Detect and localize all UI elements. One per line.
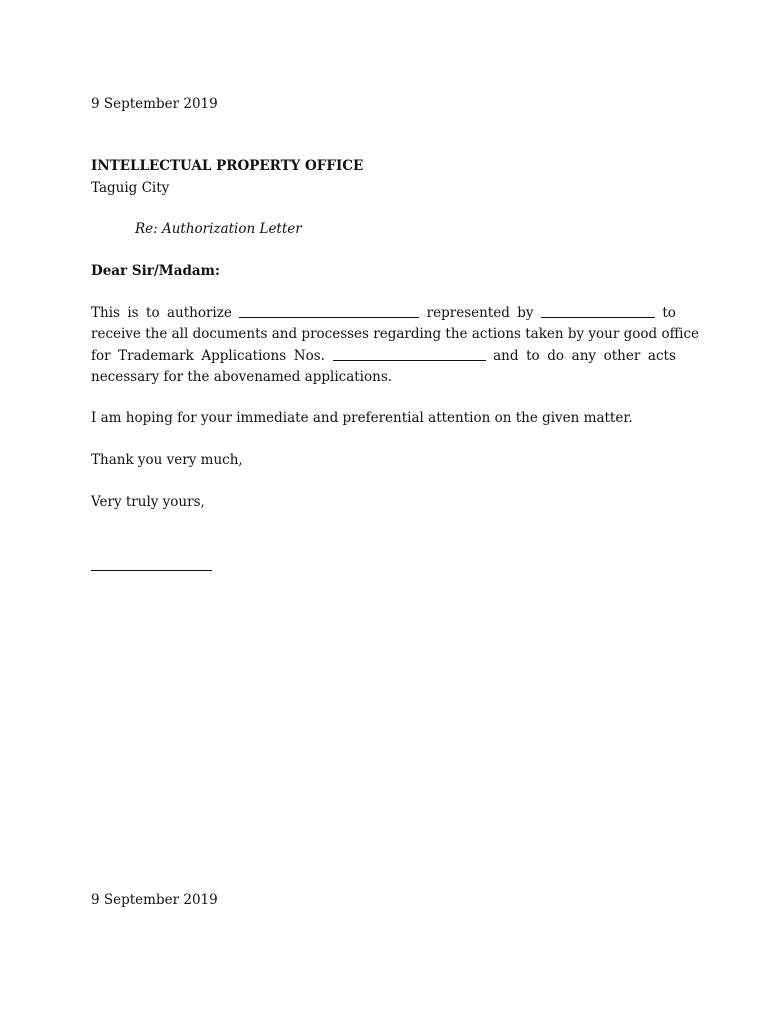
body-word: do <box>547 347 565 364</box>
body-word: Nos. <box>293 347 325 364</box>
body-word: is <box>127 305 139 321</box>
body-word: This <box>91 305 120 321</box>
body-text: necessary for the abovenamed applications. <box>91 368 393 385</box>
application-numbers-blank[interactable] <box>333 347 486 361</box>
body-word: and <box>493 347 519 364</box>
body-word: to <box>146 305 160 321</box>
body-word: by <box>517 305 534 321</box>
footer-date: 9 September 2019 <box>91 892 218 908</box>
letter-date: 9 September 2019 <box>91 96 218 112</box>
body-line-3 <box>91 346 676 367</box>
body-word: authorize <box>166 305 232 321</box>
body-line-1 <box>91 303 676 324</box>
body-word: represented <box>426 305 510 321</box>
representative-blank[interactable] <box>541 304 655 318</box>
body-word: to <box>662 305 676 321</box>
salutation: Dear Sir/Madam: <box>91 263 220 279</box>
subject-line: Re: Authorization Letter <box>135 221 302 237</box>
body-word: other <box>603 347 641 364</box>
body-word: for <box>91 347 111 364</box>
body-word: Applications <box>201 347 287 364</box>
recipient-city: Taguig City <box>91 180 170 196</box>
authorized-party-blank[interactable] <box>239 304 419 318</box>
body-word: Trademark <box>118 347 194 364</box>
body-word: acts <box>647 347 676 364</box>
body-line-2 <box>91 324 700 345</box>
request-paragraph: I am hoping for your immediate and preferential attention on the given matter. <box>91 410 633 426</box>
closing-line: Very truly yours, <box>91 494 205 510</box>
signature-line[interactable] <box>91 570 212 571</box>
body-text: receive the all documents and processes regarding the actions taken by your good office <box>91 326 700 343</box>
recipient-name: INTELLECTUAL PROPERTY OFFICE <box>91 158 364 174</box>
body-line-4 <box>91 367 676 388</box>
thanks-line: Thank you very much, <box>91 452 243 468</box>
body-word: to <box>526 347 540 364</box>
body-paragraph <box>91 303 700 388</box>
body-word: any <box>571 347 597 364</box>
